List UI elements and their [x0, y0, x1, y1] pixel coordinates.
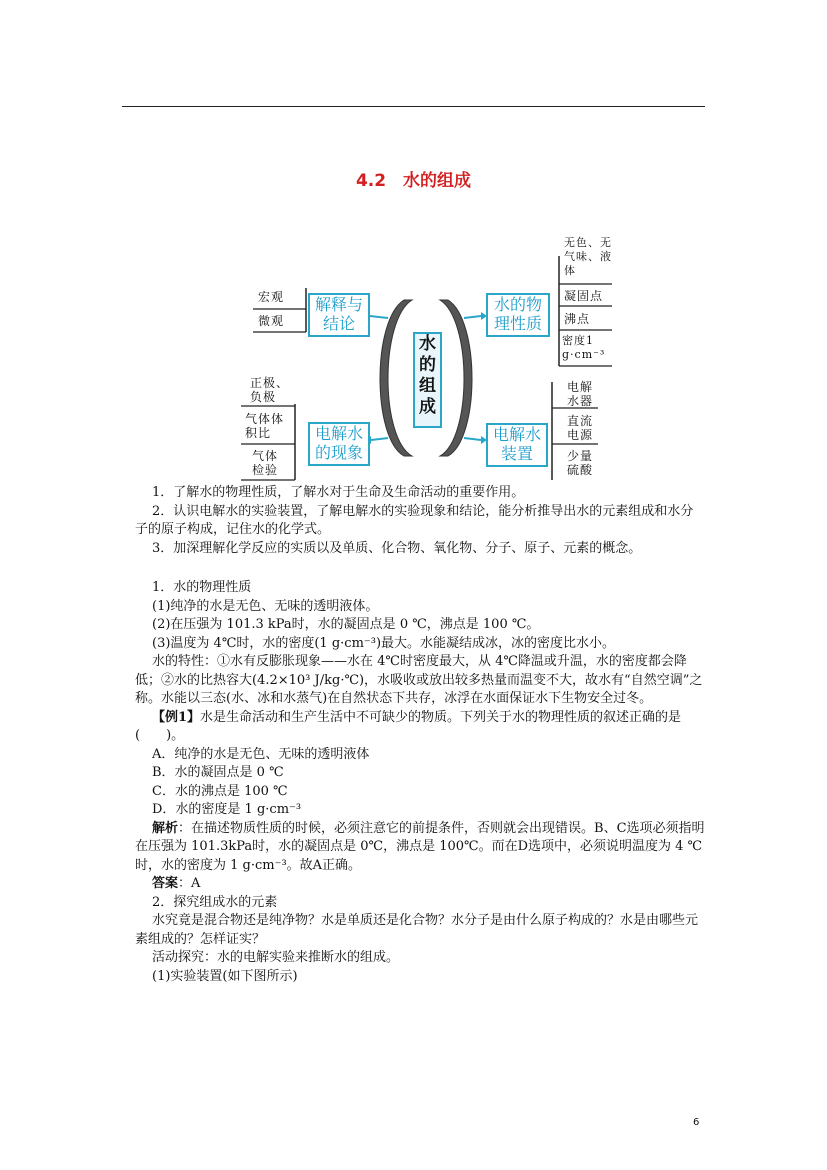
option-c: C．水的沸点是 100 ℃: [152, 783, 288, 799]
section1-item-1: (1)纯净的水是无色、无味的透明液体。: [152, 598, 379, 614]
section2-heading: 2．探究组成水的元素: [152, 894, 278, 910]
objective-1: 1．了解水的物理性质，了解水对于生命及生命活动的重要作用。: [152, 485, 525, 500]
leaf-dc-power: 直流电源: [567, 414, 594, 442]
section2-activity: 活动探究：水的电解实验来推断水的组成。: [152, 950, 400, 965]
section-physical-properties: [135, 579, 705, 986]
leaf-sulfuric-acid: 少量硫酸: [567, 449, 594, 477]
analysis-label: 解析: [152, 820, 179, 836]
option-b: B．水的凝固点是 0 ℃: [152, 765, 284, 780]
conn-right-top: [464, 316, 481, 318]
example1-question-text: 水是生命活动和生产生活中不可缺少的物质。下列关于水的物理性质的叙述正确的是( )。: [135, 709, 682, 743]
mindmap-node-explain: 解释与结论: [308, 293, 370, 337]
conn-left-top: [370, 316, 388, 318]
leaf-gas-test: 气体检验: [252, 449, 279, 477]
mindmap-node-phenomenon: 电解水的现象: [308, 422, 370, 466]
objective-2: 2．认识电解水的实验装置，了解电解水的实验现象和结论，能分析推导出水的元素组成和水分子的原子构成，记住水的化学式。: [135, 503, 694, 537]
page-number: 6: [693, 1117, 700, 1128]
leaf-colorless: 无色、无气味、液体: [564, 236, 612, 277]
example1-question: [135, 709, 705, 746]
option-a: A．纯净的水是无色、无味的透明液体: [152, 746, 370, 762]
section1-heading: 1．水的物理性质: [152, 580, 252, 595]
page-title: 4.2 水的组成: [355, 171, 472, 191]
section2-apparatus: (1)实验装置(如下图所示): [152, 968, 298, 984]
leaf-density: 密度1 g·cm⁻³: [562, 334, 606, 361]
section1-item-2: (2)在压强为 101.3 kPa时，水的凝固点是 0 ℃，沸点是 100 ℃。: [152, 617, 540, 632]
objectives: [135, 484, 705, 558]
answer: [135, 875, 705, 894]
answer-text: ：A: [178, 876, 201, 891]
right-brace: [440, 300, 472, 456]
conn-left-bottom: [371, 438, 388, 440]
analysis: [135, 820, 705, 876]
section2-question: 水究竟是混合物还是纯净物？水是单质还是化合物？水分子是由什么原子构成的？水是由哪些元素组成的？怎样证实？: [135, 913, 699, 947]
section1-traits: 水的特性：①水有反膨胀现象——水在 4℃时密度最大，从 4℃降温或升温，水的密度都会降低；②水的比热容大(4.2×10³ J/kg·℃)，水吸收或放出较多热量而温变不大，故水有“自然空调”之称。水能以三态(水、冰和水蒸气)在自然状态下共存，冰浮在水面保证水下生物安全过冬。: [135, 654, 703, 706]
leaf-electrolyzer: 电解水器: [567, 380, 594, 408]
example1-label: 【例1】: [152, 709, 201, 725]
leaf-micro: 微观: [258, 314, 285, 328]
mindmap-center: 水的组成: [413, 332, 442, 428]
leaf-gas-volume: 气体体积比: [245, 412, 285, 440]
left-brace: [380, 300, 412, 456]
conn-right-bottom: [464, 438, 481, 440]
leaf-macro: 宏观: [258, 290, 285, 304]
answer-label: 答案: [152, 876, 179, 891]
mindmap-node-apparatus: 电解水装置: [486, 423, 548, 467]
leaf-boiling-point: 沸点: [564, 312, 591, 326]
option-d: D．水的密度是 1 g·cm⁻³: [152, 802, 302, 817]
leaf-freezing-point: 凝固点: [564, 289, 604, 303]
section1-item-3: (3)温度为 4℃时，水的密度(1 g·cm⁻³)最大。水能凝结成冰，冰的密度比水小。: [152, 635, 616, 651]
mindmap-node-physical: 水的物理性质: [486, 293, 550, 337]
leaf-electrodes: 正极、负极: [250, 376, 290, 404]
objective-3: 3．加深理解化学反应的实质以及单质、化合物、氧化物、分子、原子、元素的概念。: [152, 540, 642, 556]
mind-map-arcs: [0, 0, 827, 520]
analysis-text: ：在描述物质性质的时候，必须注意它的前提条件，否则就会出现错误。B、C选项必须指明在压强为 101.3kPa时，水的凝固点是 0℃，沸点是 100℃。而在D选项中，必须说明温度为 4 ℃时，水的密度为 1 g·cm⁻³。故A正确。: [135, 820, 705, 873]
